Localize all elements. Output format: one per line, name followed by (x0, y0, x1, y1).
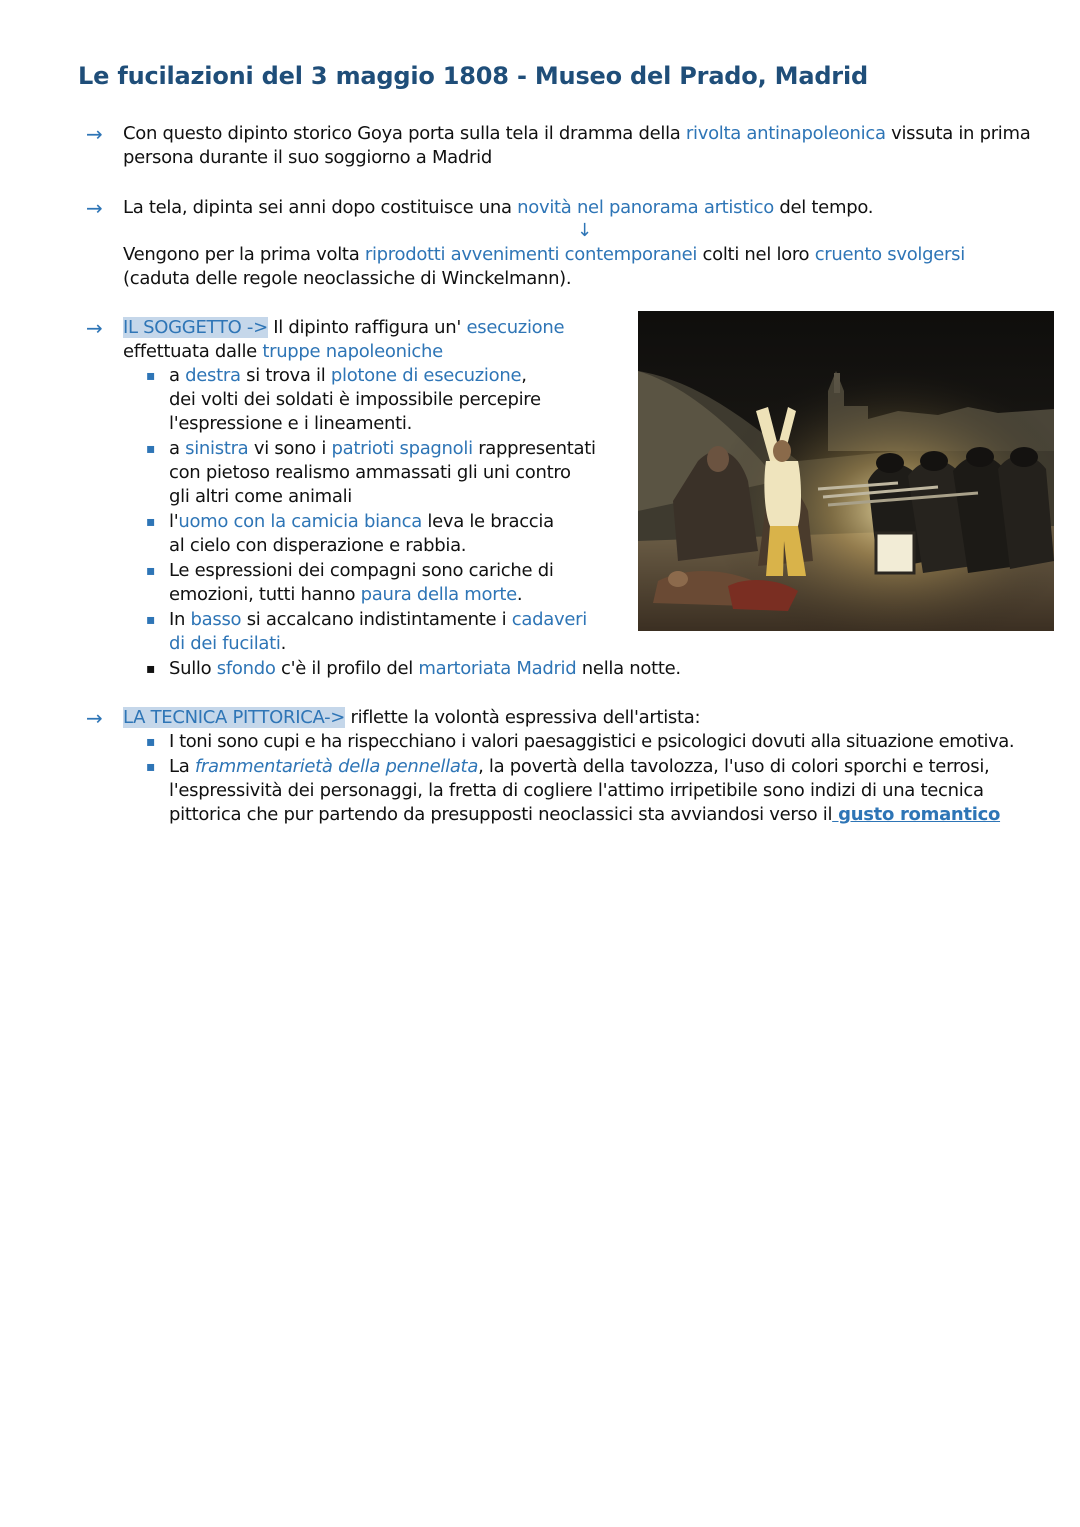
novita-line-3: (caduta delle regole neoclassiche di Winckelmann). (123, 268, 572, 289)
gusto-romantico-link[interactable]: gusto romantico (832, 804, 1001, 825)
tecnica-bullet-1: I toni sono cupi e ha rispecchiano i valori paesaggistici e psicologici dovuti alla situazione emotiva. (169, 731, 1015, 752)
tecnica-bullet-2-line-2: l'espressività dei personaggi, la fretta di cogliere l'attimo irripetibile sono indizi di una tecnica (169, 780, 984, 801)
highlight-rivolta: rivolta antinapoleonica (685, 123, 886, 144)
arrow-bullet-2: → (86, 196, 103, 220)
arrow-bullet-1: → (86, 122, 103, 146)
square-bullet-icon: ▪ (146, 441, 156, 457)
soggetto-bullet-4: Le espressioni dei compagni sono cariche di (169, 560, 554, 581)
highlight-novita: novità nel panorama artistico (517, 197, 774, 218)
soggetto-bullet-2: a sinistra vi sono i patrioti spagnoli rappresentati (169, 438, 596, 459)
tecnica-heading-line: LA TECNICA PITTORICA-> riflette la volontà espressiva dell'artista: (123, 707, 701, 728)
soggetto-bullet-3: l'uomo con la camicia bianca leva le braccia (169, 511, 554, 532)
soggetto-tag: IL SOGGETTO -> (123, 317, 268, 338)
novita-line-2: Vengono per la prima volta riprodotti avvenimenti contemporanei colti nel loro cruento svolgersi (123, 244, 965, 265)
intro-line-2: persona durante il suo soggiorno a Madrid (123, 147, 492, 168)
soggetto-bullet-2-line-3: gli altri come animali (169, 486, 353, 507)
tecnica-bullet-2-line-3: pittorica che pur partendo da presupposti neoclassici sta avviandosi verso il gusto romantico (169, 804, 1001, 825)
soggetto-bullet-5: In basso si accalcano indistintamente i cadaveri (169, 609, 587, 630)
square-bullet-icon: ▪ (146, 612, 156, 628)
soggetto-bullet-2-line-2: con pietoso realismo ammassati gli uni contro (169, 462, 571, 483)
arrow-bullet-3: → (86, 316, 103, 340)
soggetto-bullet-5-line-2: di dei fucilati. (169, 633, 287, 654)
down-arrow-icon: ↓ (577, 220, 593, 241)
square-bullet-icon: ▪ (146, 514, 156, 530)
soggetto-bullet-1-line-3: l'espressione e i lineamenti. (169, 413, 413, 434)
arrow-bullet-4: → (86, 706, 103, 730)
soggetto-bullet-1: a destra si trova il plotone di esecuzione, (169, 365, 527, 386)
square-bullet-icon: ▪ (146, 368, 156, 384)
soggetto-bullet-1-line-2: dei volti dei soldati è impossibile percepire (169, 389, 541, 410)
soggetto-heading-line: IL SOGGETTO -> Il dipinto raffigura un' esecuzione (123, 317, 565, 338)
page-title: Le fucilazioni del 3 maggio 1808 - Museo del Prado, Madrid (78, 62, 868, 90)
soggetto-bullet-6: Sullo sfondo c'è il profilo del martoriata Madrid nella notte. (169, 658, 681, 679)
painting-illustration (638, 311, 1054, 631)
tecnica-bullet-2: La frammentarietà della pennellata, la povertà della tavolozza, l'uso di colori sporchi e terrosi, (169, 756, 990, 777)
soggetto-line-2: effettuata dalle truppe napoleoniche (123, 341, 443, 362)
square-bullet-icon: ▪ (146, 759, 156, 775)
square-bullet-icon: ▪ (146, 734, 156, 750)
painting-image (638, 311, 1054, 631)
square-bullet-icon: ▪ (146, 563, 156, 579)
square-bullet-icon: ▪ (146, 661, 156, 677)
soggetto-bullet-3-line-2: al cielo con disperazione e rabbia. (169, 535, 467, 556)
soggetto-bullet-4-line-2: emozioni, tutti hanno paura della morte. (169, 584, 523, 605)
intro-line-1: Con questo dipinto storico Goya porta sulla tela il dramma della rivolta antinapoleonica vissuta in prima (123, 123, 1031, 144)
novita-line-1: La tela, dipinta sei anni dopo costituisce una novità nel panorama artistico del tempo. (123, 197, 874, 218)
tecnica-tag: LA TECNICA PITTORICA-> (123, 707, 346, 728)
